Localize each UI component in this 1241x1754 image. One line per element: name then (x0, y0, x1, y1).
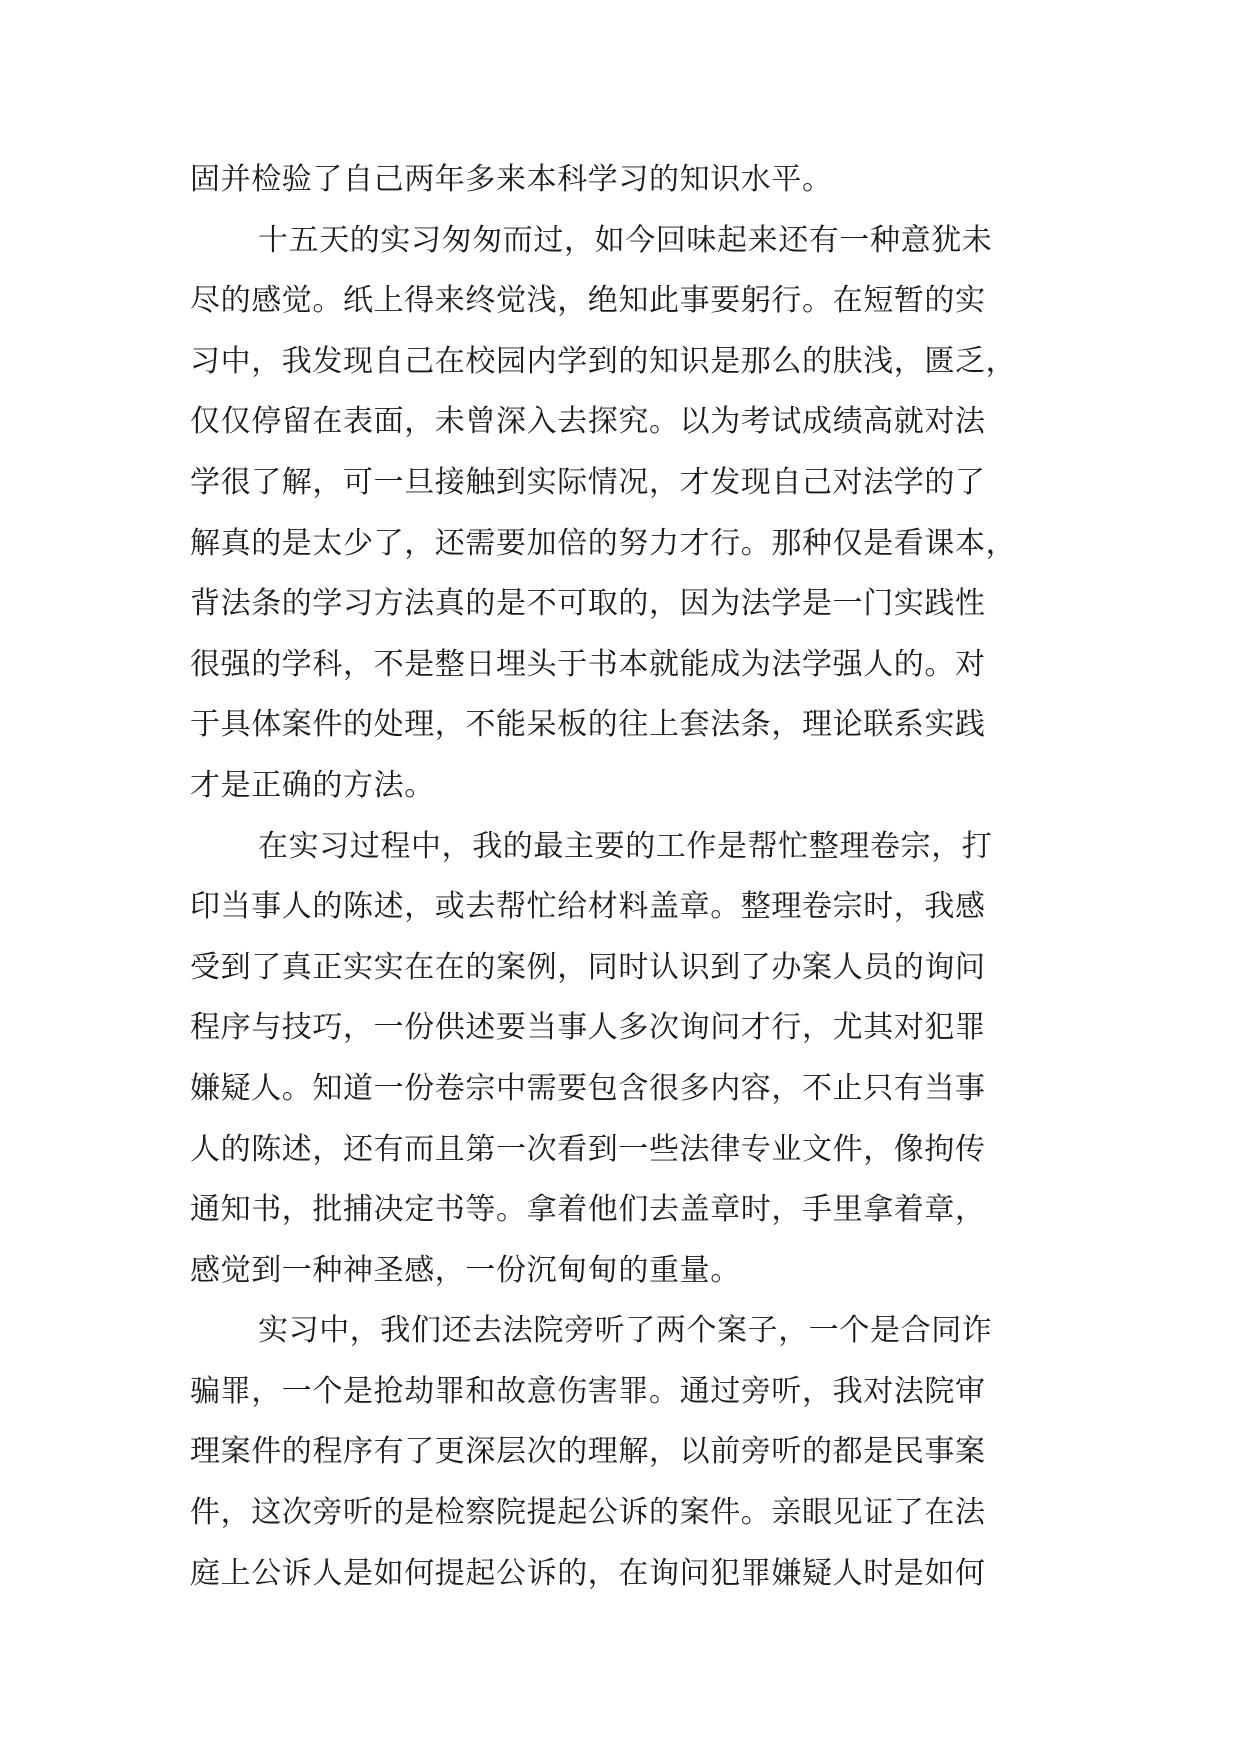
text-line: 印当事人的陈述，或去帮忙给材料盖章。整理卷宗时，我感 (190, 889, 986, 925)
text-line: 固并检验了自己两年多来本科学习的知识水平。 (190, 162, 833, 197)
document-body (190, 150, 1070, 1604)
text-line: 庭上公诉人是如何提起公诉的，在询问犯罪嫌疑人时是如何 (190, 1555, 986, 1591)
text-line: 解真的是太少了，还需要加倍的努力才行。那种仅是看课本， (190, 525, 1017, 561)
text-line: 习中，我发现自己在校园内学到的知识是那么的肤浅，匮乏， (190, 343, 1017, 379)
text-line: 骗罪，一个是抢劫罪和故意伤害罪。通过旁听，我对法院审 (190, 1373, 986, 1409)
text-line: 人的陈述，还有而且第一次看到一些法律专业文件，像拘传 (190, 1131, 986, 1167)
text-line: 才是正确的方法。 (190, 767, 435, 803)
text-line: 背法条的学习方法真的是不可取的，因为法学是一门实践性 (190, 586, 986, 622)
text-line: 学很了解，可一旦接触到实际情况，才发现自己对法学的了 (190, 464, 986, 500)
text-line: 嫌疑人。知道一份卷宗中需要包含很多内容，不止只有当事 (190, 1070, 986, 1106)
text-line: 受到了真正实实在在的案例，同时认识到了办案人员的询问 (190, 949, 986, 985)
text-line: 仅仅停留在表面，未曾深入去探究。以为考试成绩高就对法 (190, 404, 986, 440)
text-line: 于具体案件的处理，不能呆板的往上套法条，理论联系实践 (190, 707, 986, 743)
text-line: 程序与技巧，一份供述要当事人多次询问才行，尤其对犯罪 (190, 1010, 986, 1046)
text-line: 很强的学科，不是整日埋头于书本就能成为法学强人的。对 (190, 646, 986, 682)
text-line: 通知书，批捕决定书等。拿着他们去盖章时，手里拿着章， (190, 1192, 986, 1228)
text-line: 理案件的程序有了更深层次的理解，以前旁听的都是民事案 (190, 1434, 986, 1470)
text-line: 感觉到一种神圣感，一份沉甸甸的重量。 (190, 1252, 741, 1288)
text-line: 尽的感觉。纸上得来终觉浅，绝知此事要躬行。在短暂的实 (190, 283, 986, 319)
paragraph-first-line: 实习中，我们还去法院旁听了两个案子，一个是合同诈 (258, 1313, 993, 1349)
paragraph-first-line: 十五天的实习匆匆而过，如今回味起来还有一种意犹未 (258, 222, 993, 258)
text-line: 件，这次旁听的是检察院提起公诉的案件。亲眼见证了在法 (190, 1495, 986, 1531)
paragraph-first-line: 在实习过程中，我的最主要的工作是帮忙整理卷宗，打 (258, 828, 993, 864)
